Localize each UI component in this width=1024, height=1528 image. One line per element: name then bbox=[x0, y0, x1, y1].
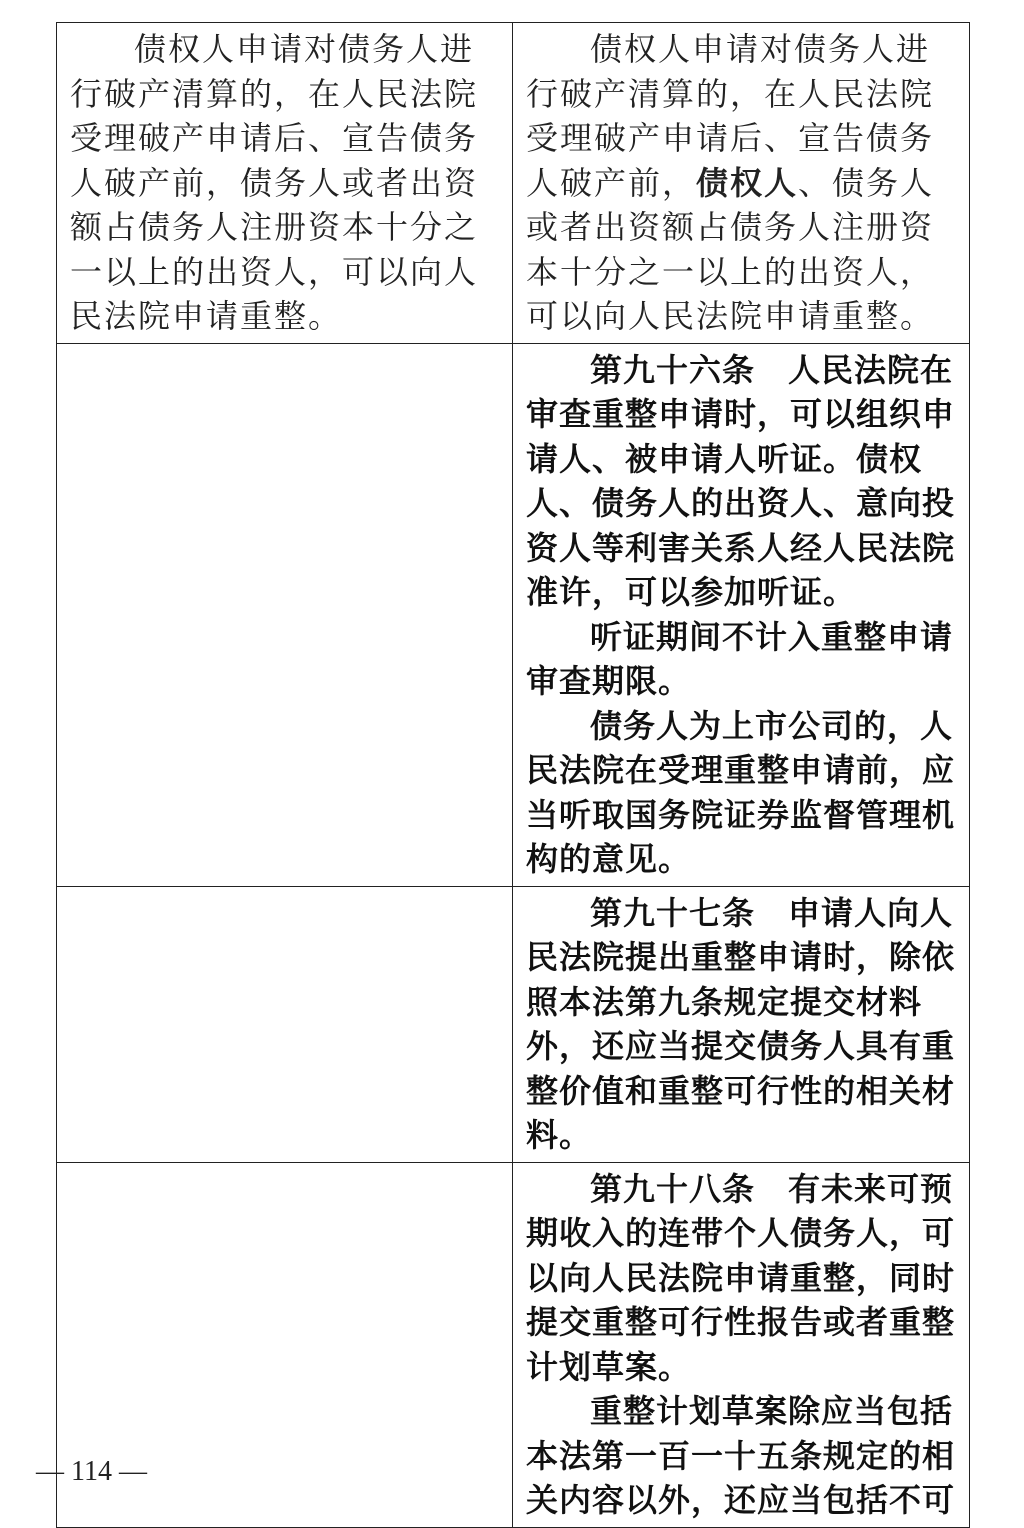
table-row bbox=[57, 886, 970, 1162]
article-96-para-2: 听证期间不计入重整申请审查期限。 bbox=[526, 617, 954, 700]
table-row bbox=[57, 343, 970, 886]
right-cell-revised bbox=[513, 23, 970, 344]
left-cell-empty bbox=[57, 343, 513, 886]
article-98-para-1: 第九十八条 有未来可预期收入的连带个人债务人，可以向人民法院申请重整，同时提交重整可行性报告或者重整计划草案。 bbox=[526, 1169, 956, 1386]
table-row bbox=[57, 23, 970, 344]
revised-text-after: 、债务人或者出资额占债务人注册资本十分之一以上的出资人，可以向人民法院申请重整。 bbox=[526, 163, 935, 335]
comparison-table bbox=[56, 22, 970, 1528]
article-96-para-1: 第九十六条 人民法院在审查重整申请时，可以组织申请人、被申请人听证。债权人、债务人的出资人、意向投资人等利害关系人经人民法院准许，可以参加听证。 bbox=[526, 350, 956, 611]
right-cell-article-98 bbox=[513, 1162, 970, 1527]
revised-text bbox=[526, 27, 957, 339]
article-97-para-1: 第九十七条 申请人向人民法院提出重整申请时，除依照本法第九条规定提交材料外，还应当提交债务人具有重整价值和重整可行性的相关材料。 bbox=[526, 893, 956, 1154]
article-96-para-3: 债务人为上市公司的，人民法院在受理重整申请前，应当听取国务院证券监督管理机构的意见。 bbox=[526, 706, 956, 878]
left-cell-original bbox=[57, 23, 513, 344]
table-row bbox=[57, 1162, 970, 1527]
revised-text-highlight: 债权人 bbox=[696, 163, 799, 202]
revised-text-before: 债权人申请对债务人进行破产清算的，在人民法院受理破产申请后、宣告债务人破产前， bbox=[526, 30, 935, 202]
page-number: — 114 — bbox=[36, 1456, 147, 1487]
right-cell-article-97 bbox=[513, 886, 970, 1162]
right-cell-article-96 bbox=[513, 343, 970, 886]
left-cell-empty bbox=[57, 886, 513, 1162]
article-98-para-2: 重整计划草案除应当包括本法第一百一十五条规定的相关内容以外，还应当包括不可 bbox=[526, 1392, 956, 1519]
original-text: 债权人申请对债务人进行破产清算的，在人民法院受理破产申请后、宣告债务人破产前，债务人或者出资额占债务人注册资本十分之一以上的出资人，可以向人民法院申请重整。 bbox=[70, 30, 479, 335]
